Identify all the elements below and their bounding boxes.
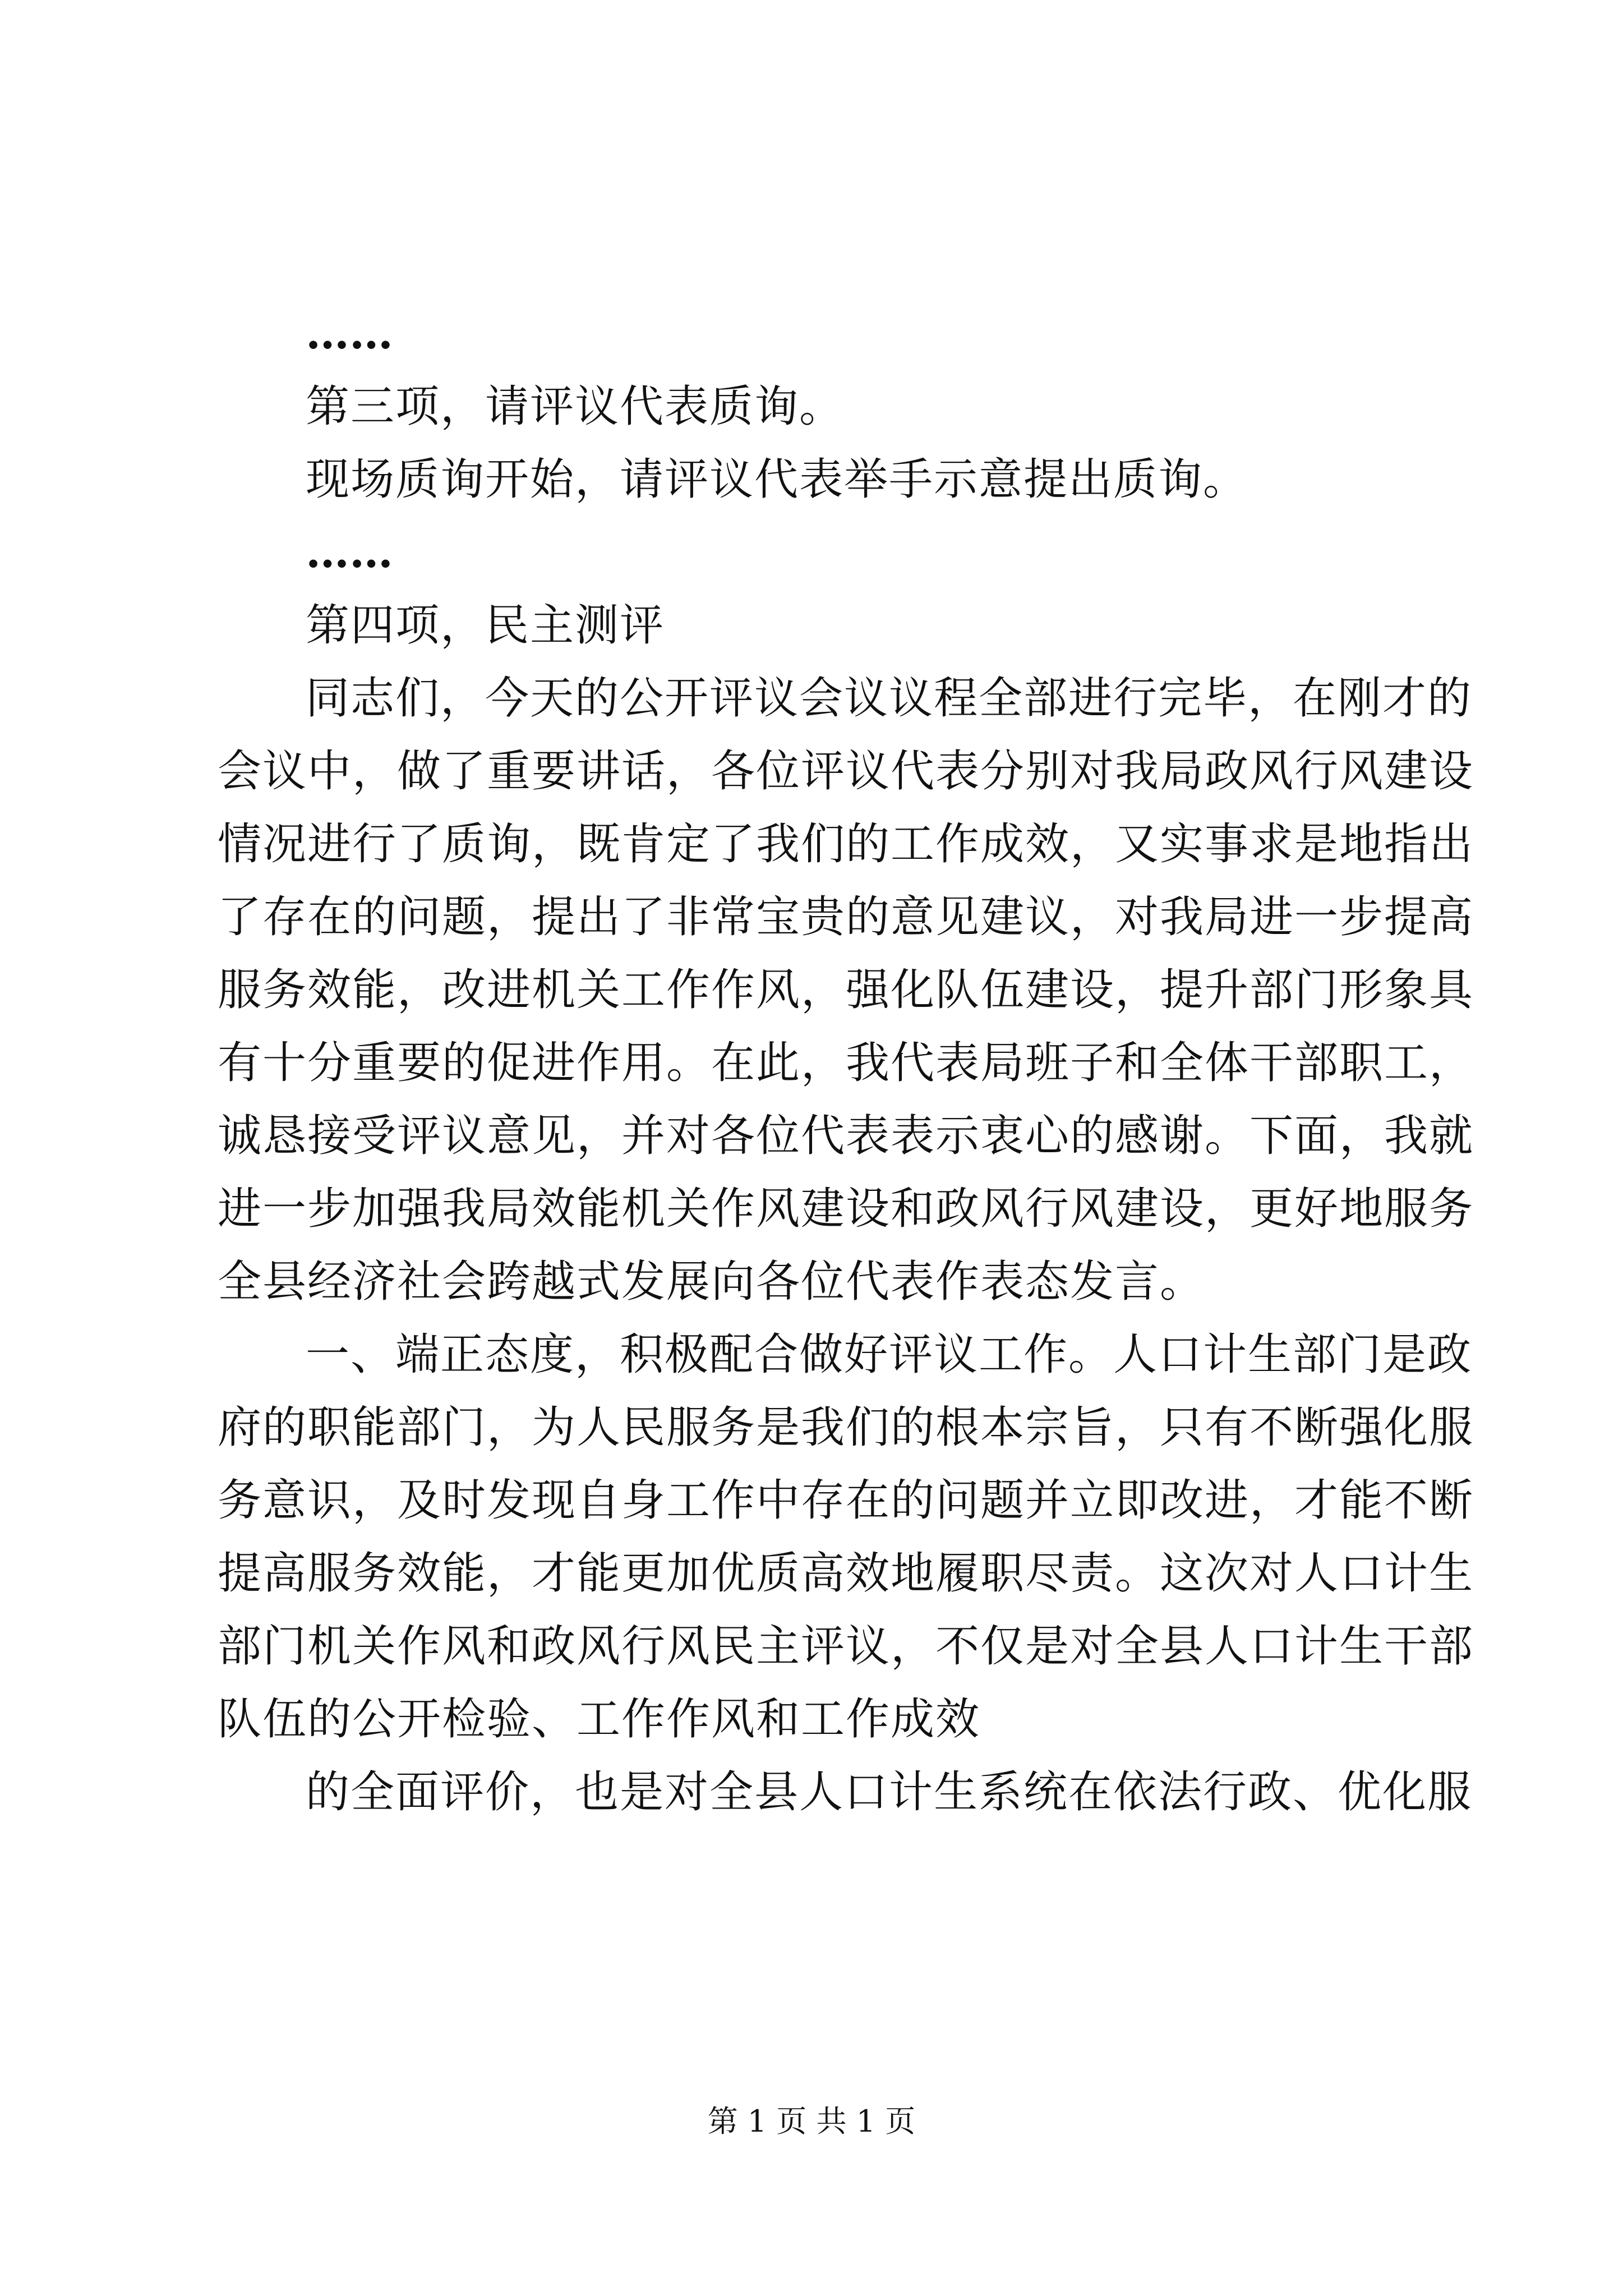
document-body	[218, 297, 1474, 1829]
text-line: 同志们，今天的公开评议会议议程全部进行完毕，在刚才的	[306, 673, 1473, 724]
text-line: 第三项，请评议代表质询。	[306, 381, 845, 432]
text-line: 进一步加强我局效能机关作风建设和政风行风建设，更好地服务	[218, 1184, 1474, 1234]
text-line: 现场质询开始，请评议代表举手示意提出质询。	[306, 454, 1248, 505]
text-line: 的全面评价，也是对全县人口计生系统在依法行政、优化服	[306, 1767, 1473, 1818]
text-line: 部门机关作风和政风行风民主评议，不仅是对全县人口计生干部	[218, 1621, 1474, 1672]
text-line: 了存在的问题，提出了非常宝贵的意见建议，对我局进一步提高	[218, 892, 1474, 942]
text-line: 一、端正态度，积极配合做好评议工作。人口计生部门是政	[306, 1329, 1473, 1380]
text-line: 府的职能部门，为人民服务是我们的根本宗旨，只有不断强化服	[218, 1402, 1474, 1453]
text-line: 全县经济社会跨越式发展向各位代表作表态发言。	[218, 1257, 1205, 1307]
text-line: 情况进行了质询，既肯定了我们的工作成效，又实事求是地指出	[218, 819, 1474, 869]
text-line: 第四项，民主测评	[306, 600, 665, 651]
text-line: 队伍的公开检验、工作作风和工作成效	[218, 1694, 981, 1745]
text-line: 会议中，做了重要讲话，各位评议代表分别对我局政风行风建设	[218, 746, 1474, 797]
text-line: 有十分重要的促进作用。在此，我代表局班子和全体干部职工，	[218, 1038, 1474, 1088]
text-line: 务意识，及时发现自身工作中存在的问题并立即改进，才能不断	[218, 1475, 1474, 1526]
page-footer: 第 1 页 共 1 页	[707, 2104, 916, 2139]
text-line: 服务效能，改进机关工作作风，强化队伍建设，提升部门形象具	[218, 965, 1474, 1015]
ellipsis-line: ……	[306, 527, 393, 578]
ellipsis-line: ……	[306, 308, 393, 359]
text-line: 诚恳接受评议意见，并对各位代表表示衷心的感谢。下面，我就	[218, 1111, 1474, 1161]
text-line: 提高服务效能，才能更加优质高效地履职尽责。这次对人口计生	[218, 1548, 1474, 1599]
